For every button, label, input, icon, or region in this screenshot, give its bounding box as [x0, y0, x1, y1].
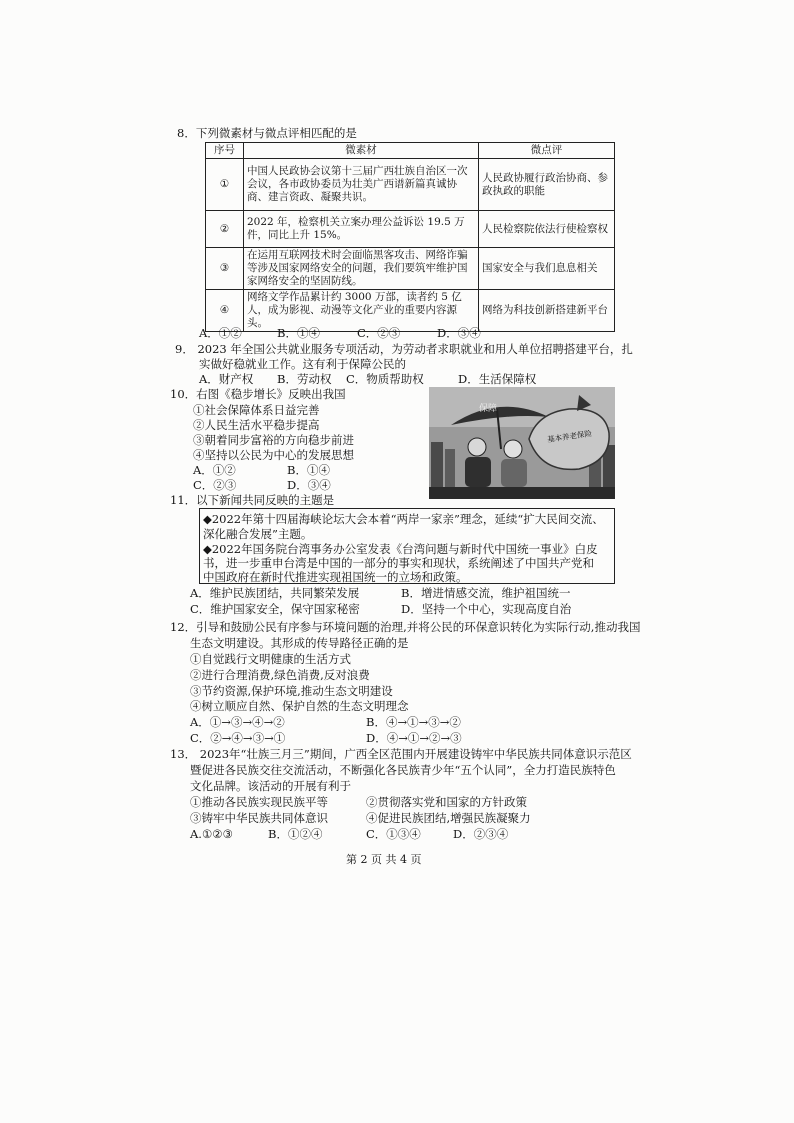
cartoon-illustration — [429, 387, 615, 499]
q11-stem: 11．以下新闻共同反映的主题是 — [170, 493, 335, 507]
q8-option-b[interactable]: B．①④ — [277, 326, 320, 340]
q10-item-1: ①社会保障体系日益完善 — [193, 403, 320, 417]
q10-option-a[interactable]: A．①② — [193, 463, 236, 477]
q12-option-a[interactable]: A．①→③→④→② — [190, 715, 285, 729]
row-num: ④ — [206, 290, 244, 332]
q13-item-1: ①推动各民族实现民族平等 — [190, 795, 328, 809]
row-num: ② — [206, 211, 244, 248]
q12-item-3: ③节约资源,保护环境,推动生态文明建设 — [190, 684, 393, 698]
q11-option-d[interactable]: D．坚持一个中心，实现高度自治 — [401, 602, 572, 616]
table-row — [206, 290, 615, 332]
q12-option-c[interactable]: C．②→④→③→① — [190, 731, 286, 745]
q13-stem-line3: 文化品牌。该活动的开展有利于 — [190, 779, 351, 793]
q12-option-d[interactable]: D．④→①→②→③ — [366, 731, 462, 745]
q10-item-4: ④坚持以公民为中心的发展思想 — [193, 448, 354, 462]
q12-item-1: ①自觉践行文明健康的生活方式 — [190, 652, 351, 666]
row-comment: 人民政协履行政治协商、参政执政的职能 — [479, 159, 615, 211]
q12-stem-line2: 生态文明建设。其形成的传导路径正确的是 — [190, 636, 409, 650]
q10-option-c[interactable]: C．②③ — [193, 478, 237, 492]
q11-news2-line1: ◆2022年国务院台湾事务办公室发表《台湾问题与新时代中国统一事业》白皮 — [203, 542, 598, 556]
table-row — [206, 248, 615, 290]
table-row — [206, 159, 615, 211]
row-comment: 人民检察院依法行使检察权 — [479, 211, 615, 248]
q9-option-c[interactable]: C．物质帮助权 — [346, 372, 424, 386]
q9-stem-line2: 实做好稳就业工作。这有利于保障公民的 — [199, 357, 406, 371]
row-material: 2022 年，检察机关立案办理公益诉讼 19.5 万件，同比上升 15%。 — [244, 211, 479, 248]
q9-option-b[interactable]: B．劳动权 — [277, 372, 332, 386]
q8-option-a[interactable]: A．①② — [199, 326, 242, 340]
row-num: ③ — [206, 248, 244, 290]
row-material: 中国人民政协会议第十三届广西壮族自治区一次会议，各市政协委员为壮美广西谱新篇真诚协商、建言资政、凝聚共识。 — [244, 159, 479, 211]
q8-table — [205, 142, 615, 332]
table-row — [206, 211, 615, 248]
q12-item-4: ④树立顺应自然、保护自然的生态文明理念 — [190, 699, 409, 713]
cartoon-bag-label: 基本养老保险 — [546, 428, 593, 445]
q13-option-c[interactable]: C．①③④ — [366, 827, 421, 841]
row-material: 在运用互联网技术时会面临黑客攻击、网络诈骗等涉及国家网络安全的问题，我们要筑牢维护国家网络安全的坚固防线。 — [244, 248, 479, 290]
row-num: ① — [206, 159, 244, 211]
q13-stem-line2: 暨促进各民族交往交流活动，不断强化各民族青少年“五个认同”，全力打造民族特色 — [190, 763, 616, 777]
q11-news2-line2: 书，进一步重申台湾是中国的一部分的事实和现状，系统阐述了中国共产党和 — [203, 556, 594, 570]
q8-stem: 8．下列微素材与微点评相匹配的是 — [177, 126, 357, 140]
row-comment: 国家安全与我们息息相关 — [479, 248, 615, 290]
q9-stem-line1: 9． 2023 年全国公共就业服务专项活动，为劳动者求职就业和用人单位招聘搭建平台，扎 — [175, 342, 633, 356]
q10-item-3: ③朝着同步富裕的方向稳步前进 — [193, 433, 354, 447]
q9-option-a[interactable]: A．财产权 — [199, 372, 254, 386]
q13-item-4: ④促进民族团结,增强民族凝聚力 — [366, 811, 531, 825]
q11-option-c[interactable]: C．维护国家安全，保守国家秘密 — [190, 602, 360, 616]
q10-option-d[interactable]: D．③④ — [287, 478, 331, 492]
q9-option-d[interactable]: D．生活保障权 — [458, 372, 537, 386]
page-footer: 第 2 页 共 4 页 — [346, 853, 422, 866]
header-num: 序号 — [206, 143, 244, 159]
q13-option-b[interactable]: B．①②④ — [268, 827, 323, 841]
steady-growth-cartoon — [429, 387, 615, 499]
q8-option-c[interactable]: C．②③ — [357, 326, 401, 340]
q11-news1-line1: ◆2022年第十四届海峡论坛大会本着“两岸一家亲”理念，延续“扩大民间交流、 — [203, 512, 604, 526]
q13-stem-line1: 13． 2023年“壮族三月三”期间，广西全区范围内开展建设铸牢中华民族共同体意识示范区 — [170, 747, 632, 761]
q10-item-2: ②人民生活水平稳步提高 — [193, 418, 320, 432]
row-comment: 网络为科技创新搭建新平台 — [479, 290, 615, 332]
q12-stem-line1: 12．引导和鼓励公民有序参与环境问题的治理,并将公民的环保意识转化为实际行动,推动我国 — [170, 620, 641, 634]
q11-news2-line3: 中国政府在新时代推进实现祖国统一的立场和政策。 — [203, 570, 468, 584]
q13-item-2: ②贯彻落实党和国家的方针政策 — [366, 795, 527, 809]
q13-option-a[interactable]: A.①②③ — [190, 827, 233, 841]
q11-option-a[interactable]: A．维护民族团结，共同繁荣发展 — [190, 586, 360, 600]
q10-option-b[interactable]: B．①④ — [287, 463, 330, 477]
row-material: 网络文学作品累计约 3000 万部，读者约 5 亿人，成为影视、动漫等文化产业的重要内容源头。 — [244, 290, 479, 332]
q11-option-b[interactable]: B．增进情感交流，维护祖国统一 — [401, 586, 571, 600]
q8-option-d[interactable]: D．③④ — [437, 326, 481, 340]
table-header-row — [206, 143, 615, 159]
q10-stem: 10．右图《稳步增长》反映出我国 — [170, 387, 346, 401]
header-material: 微素材 — [244, 143, 479, 159]
q13-item-3: ③铸牢中华民族共同体意识 — [190, 811, 328, 825]
q11-news1-line2: 深化融合发展”主题。 — [203, 527, 313, 541]
q12-option-b[interactable]: B．④→①→③→② — [366, 715, 461, 729]
q13-option-d[interactable]: D．②③④ — [453, 827, 509, 841]
cartoon-umbrella-label: 保障 — [479, 404, 498, 414]
q12-item-2: ②进行合理消费,绿色消费,反对浪费 — [190, 668, 370, 682]
header-comment: 微点评 — [479, 143, 615, 159]
